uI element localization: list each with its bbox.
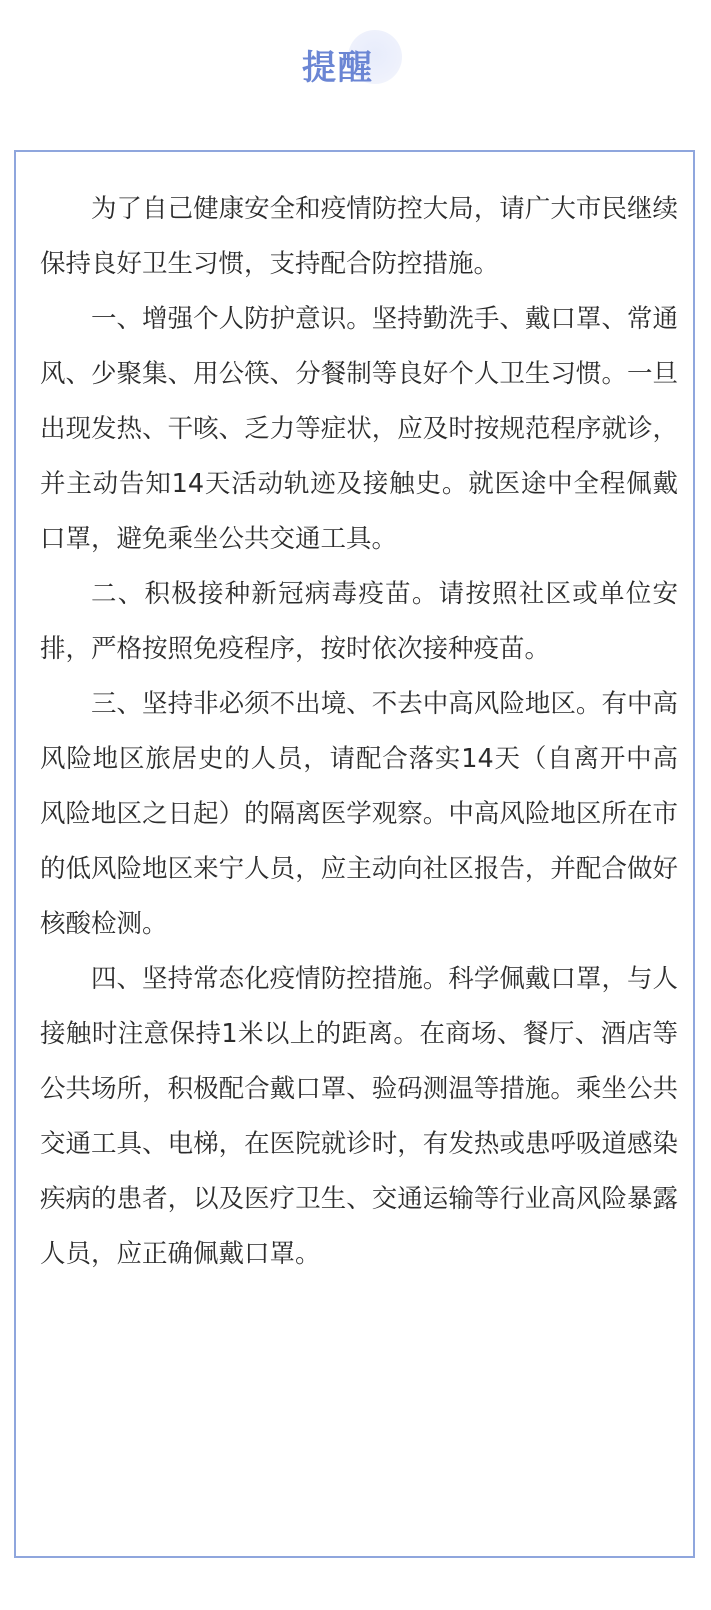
notice-box: [14, 150, 695, 1558]
header: [0, 0, 711, 130]
notice-paragraph-4: 四、坚持常态化疫情防控措施。科学佩戴口罩，与人接触时注意保持1米以上的距离。在商场、餐厅、酒店等公共场所，积极配合戴口罩、验码测温等措施。乘坐公共交通工具、电梯，在医院就诊时，有发热或患呼吸道感染疾病的患者，以及医疗卫生、交通运输等行业高风险暴露人员，应正确佩戴口罩。: [40, 964, 678, 1269]
title-block: [302, 30, 412, 90]
notice-paragraph-1: 一、增强个人防护意识。坚持勤洗手、戴口罩、常通风、少聚集、用公筷、分餐制等良好个人卫生习惯。一旦出现发热、干咳、乏力等症状，应及时按规范程序就诊，并主动告知14天活动轨迹及接触史。就医途中全程佩戴口罩，避免乘坐公共交通工具。: [40, 304, 678, 554]
notice-paragraph-3: 三、坚持非必须不出境、不去中高风险地区。有中高风险地区旅居史的人员，请配合落实14天（自离开中高风险地区之日起）的隔离医学观察。中高风险地区所在市的低风险地区来宁人员，应主动向社区报告，并配合做好核酸检测。: [40, 689, 678, 939]
notice-paragraph-intro: 为了自己健康安全和疫情防控大局，请广大市民继续保持良好卫生习惯，支持配合防控措施。: [40, 194, 678, 279]
notice-paragraph-2: 二、积极接种新冠病毒疫苗。请按照社区或单位安排，严格按照免疫程序，按时依次接种疫苗。: [40, 579, 678, 664]
notice-content: [40, 182, 678, 1282]
page-title: 提醒: [302, 48, 374, 88]
